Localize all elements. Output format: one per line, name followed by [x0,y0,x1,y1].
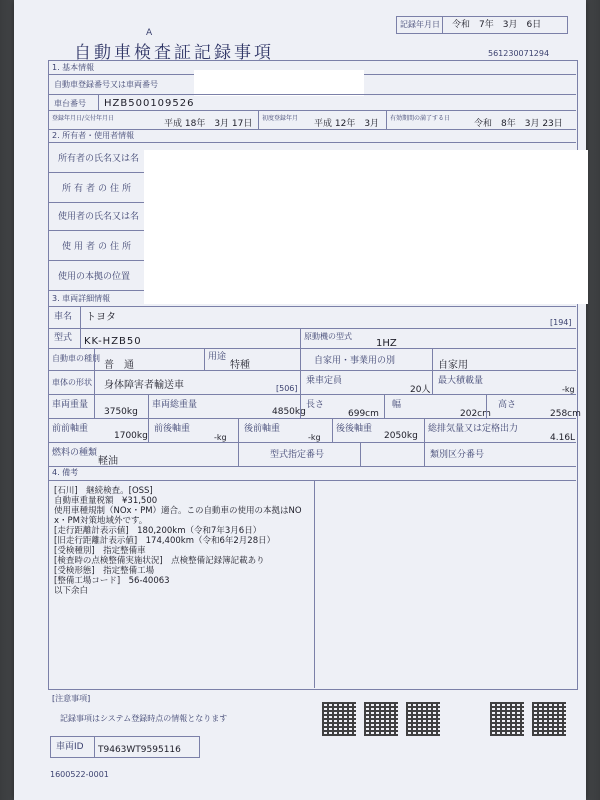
body-shape-label: 車体の形状 [52,378,92,387]
base-location-label: 使用の本拠の位置 [58,272,131,282]
rear-front-axle-label: 後前軸重 [244,424,281,434]
qr-code [490,702,524,736]
remark-line: [旧走行距離計表示値] 174,400km（令和6年2月28日） [54,536,276,546]
height-value: 258cm [550,409,581,419]
registration-date-label: 登録年月日/交付年月日 [52,115,115,122]
rear-rear-axle-value: 2050kg [384,431,418,441]
qr-code [532,702,566,736]
owner-address-label: 所有者の住所 [62,184,135,194]
displacement-label: 総排気量又は定格出力 [428,424,519,434]
remark-line: x・PM対策地域外です。 [54,516,148,526]
front-axle-label: 前前軸重 [52,424,89,434]
gross-weight-value: 4850kg [272,407,306,417]
expiry-label: 有効期間の満了する日 [390,115,451,122]
body-shape-value: 身体障害者輸送車 [104,380,184,391]
registration-number-label: 自動車登録番号又は車両番号 [54,80,158,89]
user-address-label: 使用者の住所 [62,242,135,252]
remark-line: 使用車種規制（NOx・PM）適合。この自動車の使用の本拠はNO [54,506,302,516]
displacement-value: 4.16L [550,433,576,443]
registration-date-value: 平成 18年 3月 17日 [164,119,253,129]
record-date-label: 記録年月日 [400,20,440,29]
vehicle-id-label: 車両ID [56,742,84,752]
form-code: 1600522-0001 [50,770,109,779]
vehicle-weight-value: 3750kg [104,407,138,417]
make-code: [194] [550,318,572,327]
body-shape-code: [506] [276,384,298,393]
remark-line: 自動車重量税額 ¥31,500 [54,496,158,506]
vehicle-class-label: 自動車の種別 [52,354,100,363]
redaction-owner-info [144,150,588,304]
form-letter: A [146,28,153,38]
vehicle-class-value: 普 通 [104,360,134,371]
remark-line: [検査時の点検整備実施状況] 点検整備記録簿記載あり [54,556,265,566]
section-basic-info: 1. 基本情報 [52,63,95,72]
remark-line: [石川] 継続検査。[OSS] [54,486,153,496]
fuel-type-label: 燃料の種類 [52,448,98,458]
usage-value: 特種 [230,360,250,371]
notes-text: 記録事項はシステム登録時点の情報となります [60,714,228,723]
max-load-value: -kg [562,385,575,394]
certificate-paper [14,0,586,800]
remark-line: [整備工場コード] 56-40063 [54,576,170,586]
first-registration-value: 平成 12年 3月 [314,119,380,129]
vehicle-weight-label: 車両重量 [52,400,89,410]
make-value: トヨタ [86,312,116,323]
usage-label: 用途 [208,352,227,362]
expiry-value: 令和 8年 3月 23日 [474,119,563,129]
qr-code [364,702,398,736]
gross-weight-label: 車両総重量 [152,400,198,410]
chassis-number-label: 車台番号 [54,99,86,108]
rear-front-axle-value: -kg [308,433,321,442]
section-owner-user: 2. 所有者・使用者情報 [52,131,135,140]
owner-name-label: 所有者の氏名又は名 [58,154,140,164]
qr-code [406,702,440,736]
category-number-label: 類別区分番号 [430,450,485,460]
capacity-value: 20人 [410,385,431,395]
qr-code [322,702,356,736]
type-designation-label: 型式指定番号 [270,450,325,460]
private-business-value: 自家用 [438,360,468,371]
remark-line: [受検種別] 指定整備車 [54,546,146,556]
model-label: 型式 [54,333,73,343]
capacity-label: 乗車定員 [306,376,343,386]
vehicle-id-value: T9463WT9595116 [98,745,181,755]
document-title: 自動車検査証記録事項 [74,43,274,63]
length-label: 長さ [306,400,325,410]
document-number: 561230071294 [488,49,550,58]
height-label: 高さ [498,400,517,410]
max-load-label: 最大積載量 [438,376,484,386]
length-value: 699cm [348,409,379,419]
redaction-registration [194,70,364,96]
front-axle-value: 1700kg [114,431,148,441]
rear-rear-axle-label: 後後軸重 [336,424,373,434]
remark-line: 以下余白 [54,586,89,596]
engine-type-value: 1HZ [376,338,397,349]
section-vehicle-details: 3. 車両詳細情報 [52,294,111,303]
make-label: 車名 [54,312,73,322]
user-name-label: 使用者の氏名又は名 [58,212,140,222]
section-remarks: 4. 備考 [52,468,79,477]
width-label: 幅 [392,400,402,410]
remark-line: [受検形態] 指定整備工場 [54,566,155,576]
record-date-value: 令和 7年 3月 6日 [452,20,542,30]
first-registration-label: 初度登録年月 [262,115,299,122]
private-business-label: 自家用・事業用の別 [314,356,396,366]
remark-line: [走行距離計表示値] 180,200km（令和7年3月6日） [54,526,262,536]
chassis-number-value: HZB500109526 [104,98,195,109]
engine-type-label: 原動機の型式 [304,332,352,341]
notes-heading: [注意事項] [52,694,91,703]
fuel-type-value: 軽油 [98,456,118,467]
front-rear-axle-label: 前後軸重 [154,424,191,434]
front-rear-axle-value: -kg [214,433,227,442]
model-value: KK-HZB50 [84,336,142,347]
width-value: 202cm [460,409,491,419]
